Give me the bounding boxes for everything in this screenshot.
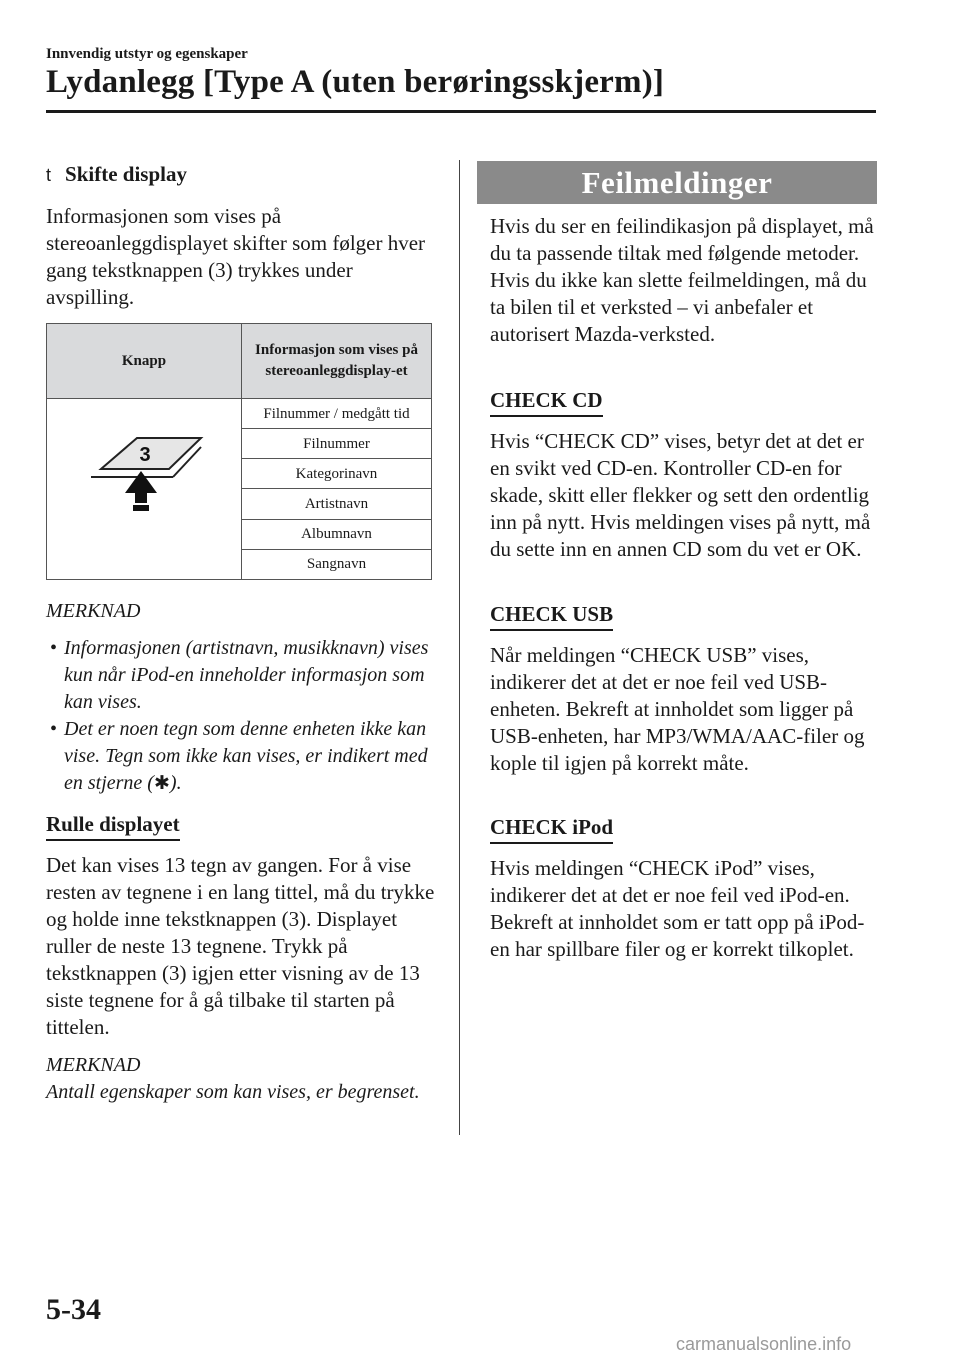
table-row: Artistnavn xyxy=(242,489,432,519)
display-info-table xyxy=(46,323,432,580)
merknad-item-text: Informasjonen (artistnavn, musikknavn) vises kun når iPod-en inneholder informasjon som kan vises. xyxy=(64,637,429,713)
check-usb-body: Når meldingen “CHECK USB” vises, indikerer det at det er noe feil ved USB-enheten. Bekreft at innholdet som ligger på USB-enheten, har MP3/WMA/AAC-filer og kople til igjen på korrekt måte. xyxy=(490,643,865,775)
bullet: • xyxy=(50,637,58,659)
merknad-body: Antall egenskaper som kan vises, er begrenset. xyxy=(46,1081,420,1103)
section-label: Innvendig utstyr og egenskaper xyxy=(46,46,248,62)
merknad-label: MERKNAD xyxy=(46,600,141,622)
header-rule xyxy=(46,110,876,113)
text-button-3-icon xyxy=(49,399,239,569)
section-marker: t xyxy=(46,165,52,185)
feilmeldinger-banner: Feilmeldinger xyxy=(477,161,877,204)
list-item xyxy=(46,716,436,797)
skifte-display-heading xyxy=(46,162,187,187)
button-number-label: 3 xyxy=(139,444,151,466)
table-row: Albumnavn xyxy=(242,519,432,549)
merknad-item-text: Det er noen tegn som denne enheten ikke kan vise. Tegn som ikke kan vises, er indikert med en stjerne ( xyxy=(64,718,428,794)
bullet: • xyxy=(50,718,58,740)
feilmeldinger-intro: Hvis du ser en feilindikasjon på displayet, må du ta passende tiltak med følgende metoder. Hvis du ikke kan slette feilmeldingen, må du ta bilen til et verksted – vi anbefaler et autorisert Mazda-verksted. xyxy=(490,214,874,346)
table-header-info: Informasjon som vises på stereoanleggdisplay-et xyxy=(242,324,432,399)
check-cd-body: Hvis “CHECK CD” vises, betyr det at det er en svikt ved CD-en. Kontroller CD-en for skade, skitt eller flekker og sett den ordentlig inn på nytt. Hvis meldingen vises på nytt, må du sette inn en annen CD som du vet er OK. xyxy=(490,429,871,561)
table-button-cell xyxy=(47,399,242,580)
list-item xyxy=(46,635,436,716)
rulle-displayet-body: Det kan vises 13 tegn av gangen. For å vise resten av tegnene i en lang tittel, må du trykke og holde inne tekstknappen (3). Displayet ruller de neste 13 tegnene. Trykk på tekstknappen (3) igjen etter visning av de 13 siste tegnene for å gå tilbake til starten på tittelen. xyxy=(46,853,435,1039)
table-row: Filnummer xyxy=(242,429,432,459)
table-row: Kategorinavn xyxy=(242,459,432,489)
skifte-display-body: Informasjonen som vises på stereoanleggdisplayet skifter som følger hver gang tekstknappen (3) trykkes under avspilling. xyxy=(46,204,426,309)
skifte-display-title: Skifte display xyxy=(65,162,187,186)
merknad-item-end: ). xyxy=(169,772,182,794)
watermark: carmanualsonline.info xyxy=(676,1334,852,1354)
table-row: Sangnavn xyxy=(242,549,432,579)
check-usb-heading: CHECK USB xyxy=(490,602,613,631)
check-cd-heading: CHECK CD xyxy=(490,388,603,417)
asterisk-star-icon: ✱ xyxy=(153,773,170,794)
page-title: Lydanlegg [Type A (uten berøringsskjerm)] xyxy=(46,64,665,100)
page-number: 5-34 xyxy=(46,1293,101,1326)
merknad-list xyxy=(46,635,436,797)
check-ipod-heading: CHECK iPod xyxy=(490,815,613,844)
table-header-knapp: Knapp xyxy=(47,324,242,399)
column-divider xyxy=(459,160,460,1135)
rulle-displayet-heading: Rulle displayet xyxy=(46,812,180,841)
check-ipod-body: Hvis meldingen “CHECK iPod” vises, indikerer det at det er noe feil ved iPod-en. Bekreft at innholdet som er tatt opp på iPod-en har spillbare filer og er korrekt tilkoplet. xyxy=(490,856,865,961)
table-row: Filnummer / medgått tid xyxy=(242,399,432,429)
merknad-label: MERKNAD xyxy=(46,1054,141,1076)
